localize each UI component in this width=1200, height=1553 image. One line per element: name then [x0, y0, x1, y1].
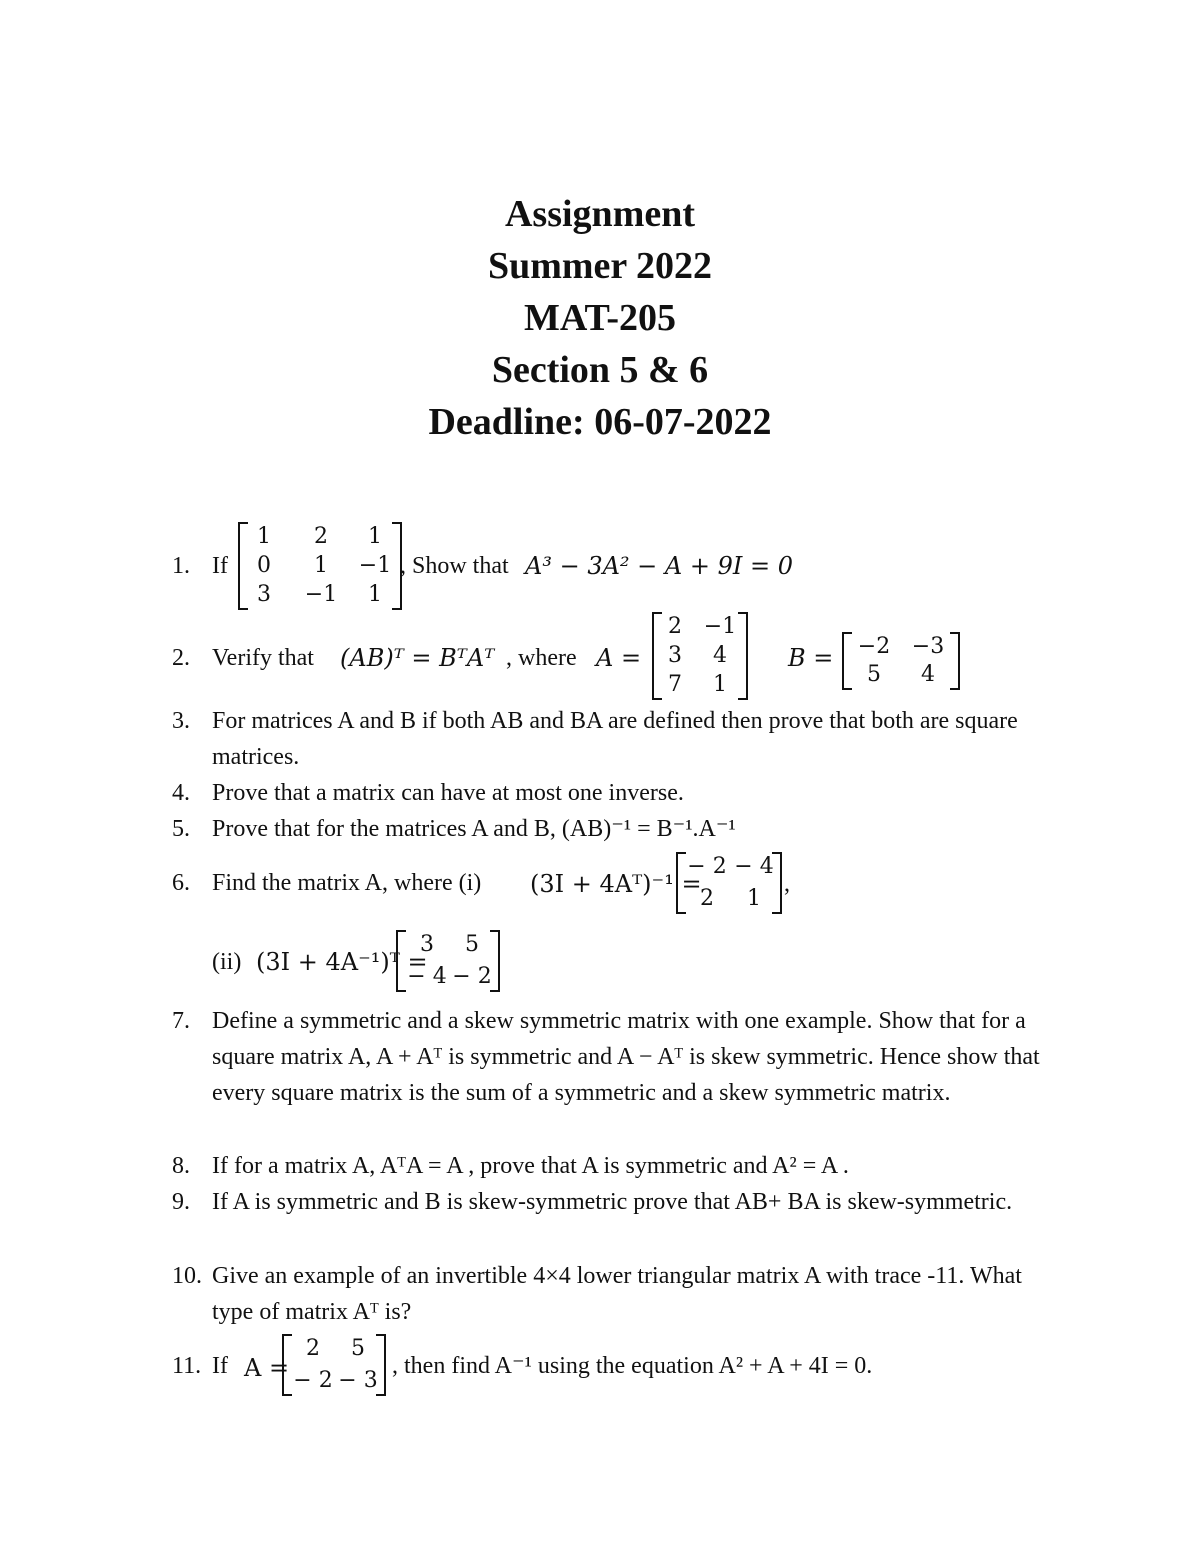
question-number: 1. — [172, 553, 190, 579]
question-2-pre: Verify that — [212, 645, 314, 671]
question-number: 5. — [172, 816, 190, 842]
question-11-pre: If — [212, 1353, 228, 1379]
question-3-text: For matrices A and B if both AB and BA are defined then prove that both are square matrices. — [212, 708, 1018, 770]
question-5-text: Prove that for the matrices A and B, (AB)⁻¹ = B⁻¹.A⁻¹ — [212, 816, 736, 842]
question-number: 4. — [172, 780, 190, 806]
assignment-header — [0, 188, 1200, 448]
q11-matrix — [282, 1334, 386, 1396]
question-number: 2. — [172, 645, 190, 671]
matrix-cell: 7 — [668, 672, 682, 697]
q6-equation-2: (3I + 4A⁻¹)ᵀ = — [256, 948, 428, 976]
matrix-cell: 4 — [921, 662, 935, 687]
matrix-cell: − 4 — [407, 964, 447, 989]
matrix-cell: − 2 — [293, 1368, 333, 1393]
question-8-text: If for a matrix A, AᵀA = A , prove that A is symmetric and A² = A . — [212, 1153, 849, 1179]
assignment-title: Assignment — [504, 193, 696, 235]
q6-matrix-1 — [676, 852, 782, 914]
question-number: 3. — [172, 708, 190, 734]
q2-matrix-a — [652, 612, 748, 700]
q11-text: , then find A⁻¹ using the equation A² + A + 4I = 0. — [392, 1353, 873, 1379]
q11-a-label: A = — [244, 1354, 290, 1382]
q6-part-ii: (ii) — [212, 949, 242, 975]
matrix-cell: 1 — [368, 524, 382, 549]
matrix-cell: −1 — [358, 553, 392, 578]
matrix-cell: 3 — [420, 932, 434, 957]
question-7-text: Define a symmetric and a skew symmetric matrix with one example. Show that for a square matrix A, A + Aᵀ is symmetric and A − Aᵀ is skew symmetric. Hence show that every square matrix is the sum of a symmetric and a skew symmetric matrix. — [212, 1008, 1040, 1106]
term: Summer 2022 — [487, 245, 713, 287]
question-number: 9. — [172, 1189, 190, 1215]
matrix-cell: − 3 — [338, 1368, 378, 1393]
matrix-cell: 5 — [867, 662, 881, 687]
matrix-cell: 1 — [314, 553, 328, 578]
question-number: 11. — [172, 1353, 202, 1379]
q2-equation: (AB)ᵀ = BᵀAᵀ — [340, 644, 495, 672]
matrix-cell: − 4 — [734, 854, 774, 879]
matrix-cell: 0 — [257, 553, 271, 578]
q6-equation-1: (3I + 4Aᵀ)⁻¹ = — [530, 870, 702, 898]
question-number: 8. — [172, 1153, 190, 1179]
matrix-cell: 2 — [314, 524, 328, 549]
course-code: MAT-205 — [524, 297, 676, 339]
matrix-cell: 3 — [668, 643, 682, 668]
matrix-cell: −1 — [304, 582, 338, 607]
q1-show-that: , Show that — [400, 553, 509, 579]
q6-comma: , — [784, 871, 790, 897]
question-number: 6. — [172, 870, 190, 896]
matrix-cell: 5 — [351, 1336, 365, 1361]
matrix-cell: 3 — [257, 582, 271, 607]
matrix-cell: 5 — [465, 932, 479, 957]
q6-matrix-2 — [396, 930, 500, 992]
matrix-cell: − 2 — [452, 964, 492, 989]
matrix-cell: −3 — [911, 634, 945, 659]
section: Section 5 & 6 — [491, 349, 709, 391]
matrix-cell: 2 — [700, 886, 714, 911]
question-number: 7. — [172, 1008, 190, 1034]
matrix-cell: 1 — [257, 524, 271, 549]
question-number: 10. — [172, 1263, 202, 1289]
question-4-text: Prove that a matrix can have at most one inverse. — [212, 780, 684, 806]
matrix-cell: − 2 — [687, 854, 727, 879]
deadline: Deadline: 06-07-2022 — [428, 401, 772, 443]
q2-a-label: A = — [596, 644, 642, 672]
matrix-cell: 2 — [668, 614, 682, 639]
q2-b-label: B = — [788, 644, 834, 672]
matrix-cell: −2 — [857, 634, 891, 659]
matrix-cell: −1 — [703, 614, 737, 639]
q2-where: , where — [506, 645, 577, 671]
question-6-pre: Find the matrix A, where (i) — [212, 870, 482, 896]
question-9-text: If A is symmetric and B is skew-symmetric prove that AB+ BA is skew-symmetric. — [212, 1189, 1013, 1215]
q1-matrix — [238, 522, 402, 610]
matrix-cell: 2 — [306, 1336, 320, 1361]
question-1-pre: If — [212, 553, 228, 579]
question-10-text: Give an example of an invertible 4×4 lower triangular matrix A with trace -11. What type of matrix Aᵀ is? — [212, 1263, 1022, 1325]
matrix-cell: 1 — [368, 582, 382, 607]
matrix-cell: 4 — [713, 643, 727, 668]
matrix-cell: 1 — [713, 672, 727, 697]
matrix-cell: 1 — [747, 886, 761, 911]
q1-equation: A³ − 3A² − A + 9I = 0 — [525, 552, 793, 580]
q2-matrix-b — [842, 632, 960, 690]
